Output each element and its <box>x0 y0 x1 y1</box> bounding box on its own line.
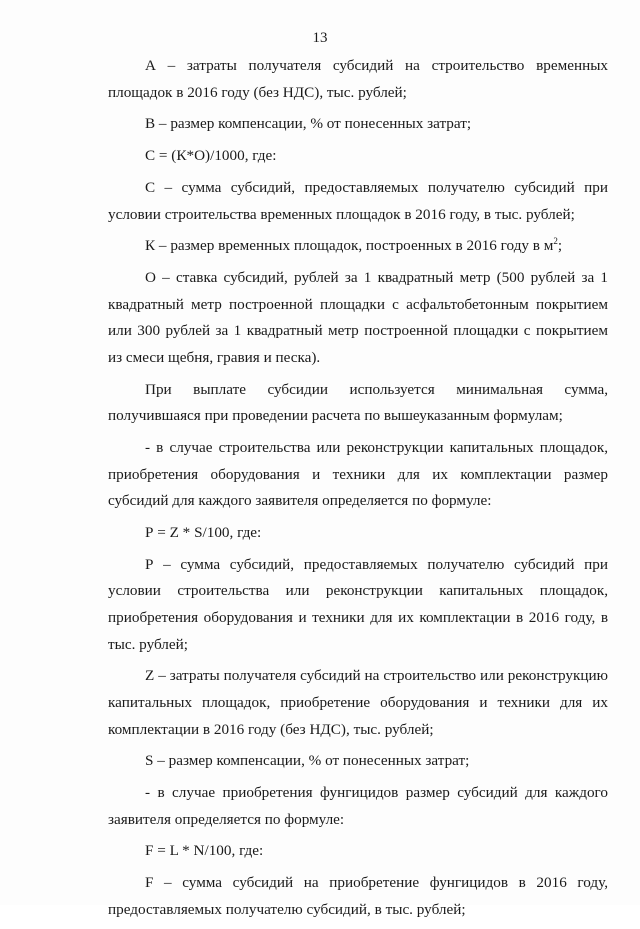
paragraph-z-definition: Z – затраты получателя субсидий на строительство или реконструкцию капитальных площадок, приобретение оборудования и техники для их комплектации в 2016 году (без НДС), тыс. рублей; <box>108 667 608 738</box>
paragraph-s-definition: S – размер компенсации, % от понесенных затрат; <box>145 752 470 770</box>
paragraph-minimum-sum: При выплате субсидии используется минимальная сумма, получившаяся при проведении расчета по вышеуказанным формулам; <box>108 380 608 425</box>
superscript-2: 2 <box>553 236 558 247</box>
paragraph-k-definition <box>108 233 608 260</box>
page-number: 13 <box>312 30 328 46</box>
paragraph-capital-sites: - в случае строительства или реконструкции капитальных площадок, приобретения оборудования и техники для их комплектации размер субсидий для каждого заявителя определяется по формуле: <box>108 439 608 510</box>
paragraph-o-definition: О – ставка субсидий, рублей за 1 квадратный метр (500 рублей за 1 квадратный метр построенной площадки с асфальтобетонным покрытием или 300 рублей за 1 квадратный метр построенной площадки с покрытием из смеси щебня, гравия и песка). <box>108 269 608 366</box>
paragraph-p-definition: Р – сумма субсидий, предоставляемых получателю субсидий при условии строительства или реконструкции капитальных площадок, приобретения оборудования и техники для их комплектации в 2016 году, в тыс. рублей; <box>108 555 608 653</box>
paragraph-c-definition: С – сумма субсидий, предоставляемых получателю субсидий при условии строительства временных площадок в 2016 году, в тыс. рублей; <box>108 178 608 223</box>
paragraph-b-definition: В – размер компенсации, % от понесенных затрат; <box>145 115 472 133</box>
document-body <box>108 53 608 929</box>
paragraph-f-definition: F – сумма субсидий на приобретение фунгицидов в 2016 году, предоставляемых получателю субсидий, в тыс. рублей; <box>108 874 608 918</box>
formula-c: С = (К*О)/1000, где: <box>145 147 277 165</box>
paragraph-a-definition: А – затраты получателя субсидий на строительство временных площадок в 2016 году (без НДС), тыс. рублей; <box>108 57 608 101</box>
formula-p: Р = Z * S/100, где: <box>145 524 262 541</box>
formula-f: F = L * N/100, где: <box>145 842 264 860</box>
paragraph-fungicides: - в случае приобретения фунгицидов размер субсидий для каждого заявителя определяется по формуле: <box>108 784 608 828</box>
paragraph-k-end: ; <box>557 237 563 255</box>
paragraph-k-text: К – размер временных площадок, построенных в 2016 году в м <box>145 237 554 255</box>
